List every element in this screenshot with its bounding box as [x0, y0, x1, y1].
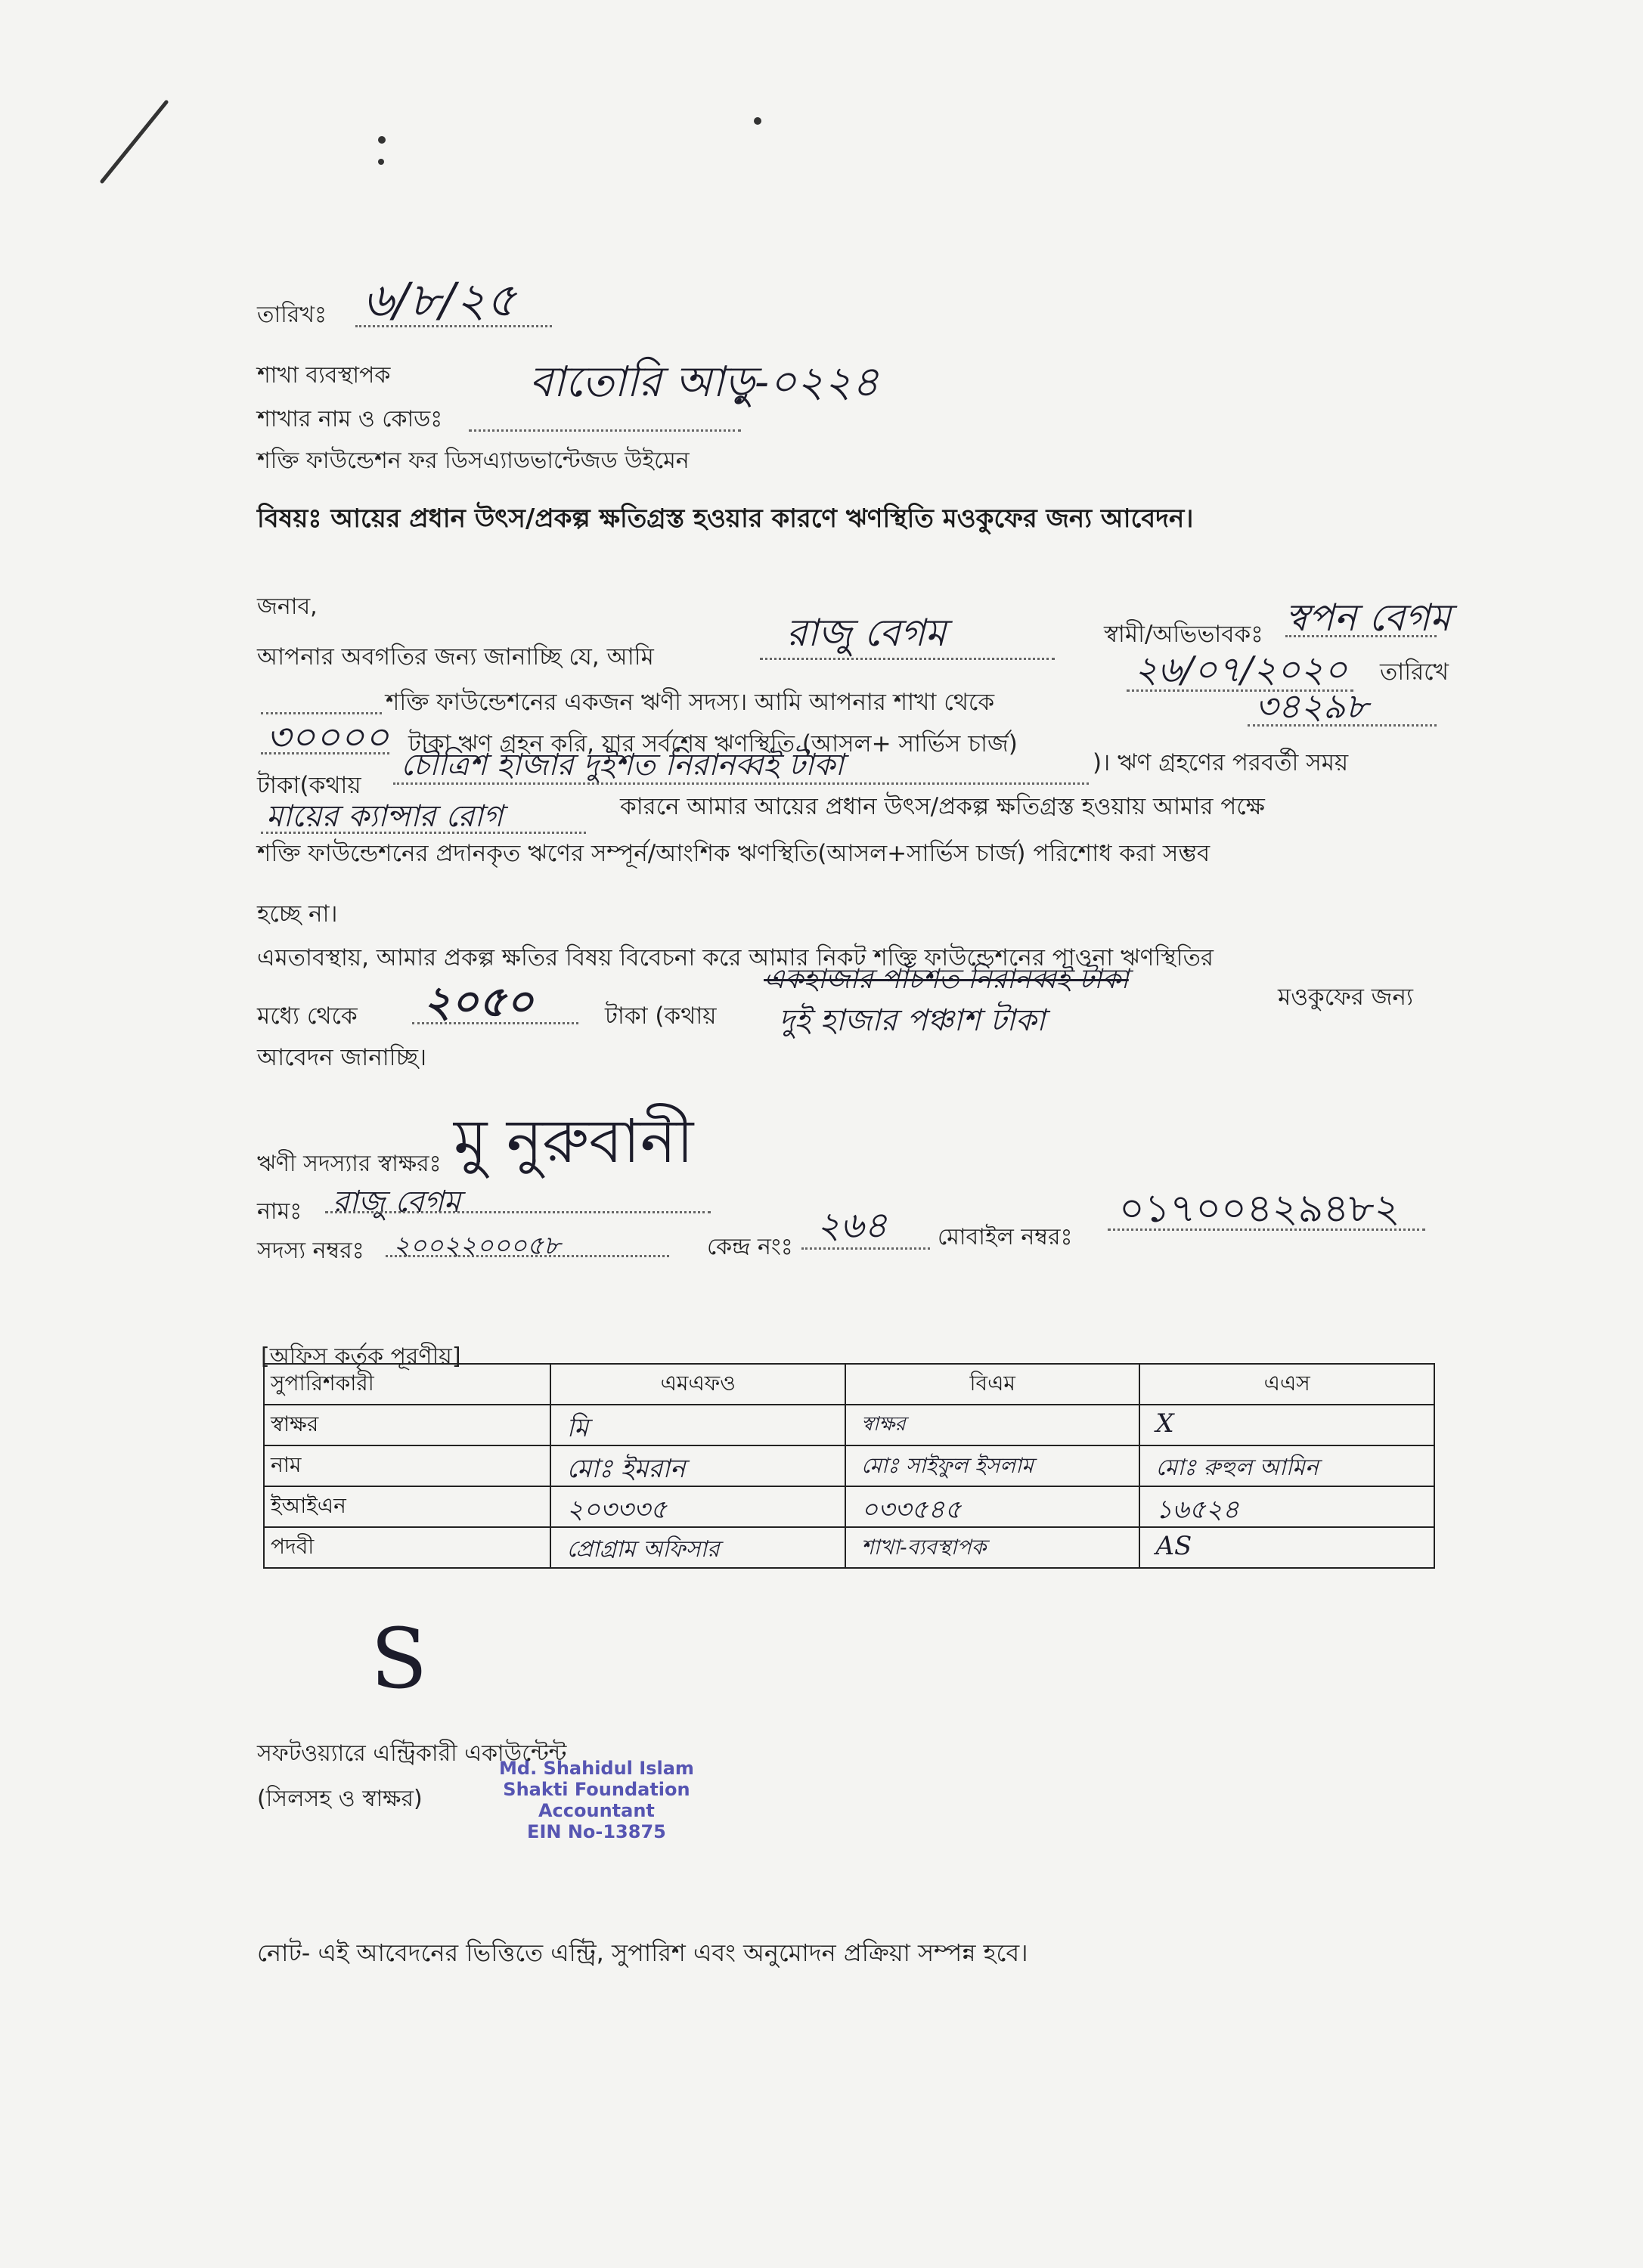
- ein-bm: ০৩৩৫৪৫: [860, 1495, 962, 1525]
- waiver-words: দুই হাজার পঞ্চাশ টাকা: [779, 1003, 1046, 1038]
- row-label: স্বাক্ষর: [264, 1405, 550, 1445]
- table-row: [264, 1405, 1434, 1445]
- table-cell: [550, 1445, 845, 1486]
- waiver-amount: ২০৫০: [423, 977, 534, 1027]
- table-header: এএস: [1139, 1364, 1434, 1405]
- para1-j: হচ্ছে না।: [257, 900, 338, 928]
- para2-b: মধ্যে থেকে: [257, 1002, 358, 1030]
- para1-c: শক্তি ফাউন্ডেশনের একজন ঋণী সদস্য। আমি আপনার শাখা থেকে: [386, 689, 995, 716]
- stamp-ein: EIN No-13875: [527, 1821, 666, 1842]
- member-name: রাজু বেগম: [333, 1185, 461, 1219]
- waiver-words-struck: একহাজার পাঁচশত নিরানব্বই টাকা: [764, 964, 1129, 995]
- table-cell: [550, 1405, 845, 1445]
- row-label: ইআইএন: [264, 1486, 550, 1527]
- table-cell: [550, 1486, 845, 1527]
- center-value: ২৬৪: [817, 1204, 888, 1247]
- table-row: [264, 1445, 1434, 1486]
- ink-dot: [754, 117, 761, 125]
- table-cell: [1139, 1486, 1434, 1527]
- table-row: [264, 1486, 1434, 1527]
- recommendation-table: [263, 1363, 1435, 1569]
- manager-label: শাখা ব্যবস্থাপক: [257, 362, 391, 389]
- table-header: বিএম: [845, 1364, 1140, 1405]
- mobile-dots: [1108, 1228, 1425, 1231]
- center-label: কেন্দ্র নংঃ: [707, 1234, 793, 1260]
- loan-date: ২৬/০৭/২০২০: [1134, 649, 1348, 691]
- para1-e: টাকা ঋণ গ্রহন করি, যার সর্বশেষ ঋণস্থিতি (আসল+ সার্ভিস চার্জ): [408, 730, 1018, 758]
- table-cell: [845, 1445, 1140, 1486]
- table-cell: [1139, 1527, 1434, 1568]
- designation-bm: শাখা-ব্যবস্থাপক: [860, 1535, 987, 1560]
- balance-words: চৌত্রিশ হাজার দুইশত নিরানব্বই টাকা: [401, 748, 844, 782]
- pen-mark: [91, 94, 174, 193]
- para2-e: আবেদন জানাচ্ছি।: [257, 1044, 427, 1071]
- accountant-line2: (সিলসহ ও স্বাক্ষর): [257, 1786, 423, 1812]
- ink-dot: [378, 136, 386, 144]
- para2-d: মওকুফের জন্য: [1278, 984, 1413, 1011]
- para1-d: তারিখে: [1380, 658, 1449, 686]
- table-cell: [845, 1486, 1140, 1527]
- name-mfo: মোঃ ইমরান: [566, 1454, 686, 1484]
- table-cell: [845, 1527, 1140, 1568]
- table-cell: [845, 1405, 1140, 1445]
- guardian-dots: [1285, 635, 1437, 637]
- accountant-line1: সফটওয়্যারে এন্ট্রিকারী একাউন্টেন্ট: [257, 1740, 567, 1767]
- subject-line: বিষয়ঃ আয়ের প্রধান উৎস/প্রকল্প ক্ষতিগ্রস্ত হওয়ার কারণে ঋণস্থিতি মওকুফের জন্য আবেদন।: [257, 503, 1194, 534]
- balance: ৩৪২৯৮: [1255, 686, 1369, 727]
- row-label: পদবী: [264, 1527, 550, 1568]
- waiver-amount-dots: [412, 1022, 578, 1024]
- table-row: [264, 1527, 1434, 1568]
- member-number-label: সদস্য নম্বরঃ: [257, 1238, 364, 1264]
- para2-a: এমতাবস্থায়, আমার প্রকল্প ক্ষতির বিষয় বিবেচনা করে আমার নিকট শক্তি ফাউন্ডেশনের পাওনা ঋণস্থিতির: [257, 944, 1214, 971]
- para1-f: টাকা(কথায়: [257, 772, 361, 799]
- branch-label: শাখার নাম ও কোডঃ: [257, 406, 443, 432]
- guardian-name: স্বপন বেগম: [1285, 596, 1451, 640]
- reason: মায়ের ক্যান্সার রোগ: [266, 799, 504, 834]
- table-cell: [550, 1527, 845, 1568]
- member-signature-label: ঋণী সদস্যার স্বাক্ষরঃ: [257, 1151, 442, 1177]
- salutation: জনাব,: [257, 593, 318, 620]
- member-name-label: নামঃ: [257, 1198, 302, 1225]
- org-line: শক্তি ফাউন্ডেশন ফর ডিসএ্যাডভান্টেজড উইমেন: [257, 448, 690, 474]
- signature-mfo: মি: [566, 1413, 589, 1443]
- member-name-inline: রাজু বেগম: [786, 611, 947, 655]
- member-signature: মু নুরুবানী: [454, 1106, 694, 1176]
- table-header-row: [264, 1364, 1434, 1405]
- para1-i: শক্তি ফাউন্ডেশনের প্রদানকৃত ঋণের সম্পূর্ন/আংশিক ঋণস্থিতি(আসল+সার্ভিস চার্জ) পরিশোধ করা সম্ভব: [257, 840, 1211, 867]
- ink-dot: [378, 159, 384, 165]
- loan-amount: ৩০০০০: [266, 715, 389, 759]
- branch-dots: [469, 429, 741, 432]
- row-label: নাম: [264, 1445, 550, 1486]
- signature-as: X: [1155, 1408, 1174, 1439]
- name-bm: মোঃ সাইফুল ইসলাম: [860, 1453, 1034, 1478]
- date-label: তারিখঃ: [257, 302, 327, 328]
- mobile-value: ০১৭০০৪২৯৪৮২: [1119, 1186, 1400, 1232]
- para2-c: টাকা (কথায়: [605, 1002, 717, 1030]
- table-header: সুপারিশকারী: [264, 1364, 550, 1405]
- branch-value: বাতোরি আড়ু-০২২৪: [529, 358, 879, 407]
- para1-h: কারনে আমার আয়ের প্রধান উৎস/প্রকল্প ক্ষতিগ্রস্ত হওয়ায় আমার পক্ষে: [620, 793, 1265, 820]
- center-dots: [801, 1247, 930, 1250]
- stamp-name: Md. Shahidul Islam: [499, 1758, 694, 1779]
- ein-mfo: ২০৩৩৩৫: [566, 1495, 668, 1525]
- member-number: ২০০২২০০০৫৮: [393, 1231, 560, 1261]
- para1-a: আপনার অবগতির জন্য জানাচ্ছি যে, আমি: [257, 643, 654, 671]
- designation-as: AS: [1155, 1531, 1192, 1561]
- office-title: [অফিস কর্তৃক পূরণীয়]: [261, 1343, 461, 1370]
- name-dots: [760, 658, 1055, 660]
- para1-b: স্বামী/অভিভাবকঃ: [1104, 621, 1263, 648]
- table-header: এমএফও: [550, 1364, 845, 1405]
- accountant-signature: S: [370, 1610, 428, 1707]
- stamp-role: Accountant: [538, 1800, 655, 1821]
- date-value: ৬/৮/২৫: [363, 272, 516, 327]
- signature-bm: স্বাক্ষর: [860, 1413, 906, 1436]
- name-as: মোঃ রুহুল আমিন: [1155, 1455, 1319, 1481]
- para1-g: )। ঋণ গ্রহণের পরবর্তী সময়: [1093, 749, 1349, 776]
- footer-note: নোট- এই আবেদনের ভিত্তিতে এন্ট্রি, সুপারিশ এবং অনুমোদন প্রক্রিয়া সম্পন্ন হবে।: [257, 1938, 1028, 1967]
- table-cell: [1139, 1405, 1434, 1445]
- balance-dots: [1248, 724, 1437, 727]
- stamp-org: Shakti Foundation: [503, 1779, 690, 1800]
- table-cell: [1139, 1445, 1434, 1486]
- ein-as: ১৬৫২৪: [1155, 1495, 1239, 1525]
- member-name-dots: [325, 1211, 711, 1213]
- loan-amount-dots: [261, 752, 389, 754]
- accountant-stamp: [499, 1758, 694, 1842]
- member-number-dots: [386, 1255, 669, 1257]
- date-dots: [355, 325, 552, 327]
- designation-mfo: প্রোগ্রাম অফিসার: [566, 1536, 720, 1563]
- mobile-label: মোবাইল নম্বরঃ: [938, 1224, 1073, 1250]
